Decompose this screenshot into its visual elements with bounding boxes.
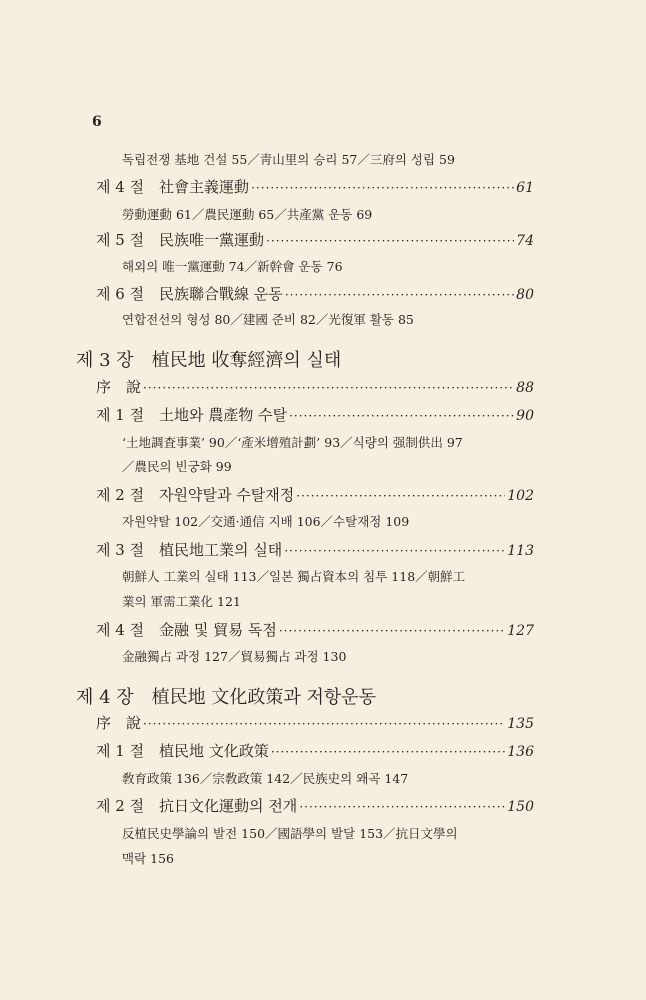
leader-dots <box>143 381 514 395</box>
toc-section-row <box>96 712 534 733</box>
toc-section-label: 제 4 절 社會主義運動 <box>96 178 250 196</box>
toc-section-row <box>96 283 534 304</box>
toc-page-number: 150 <box>507 799 534 815</box>
toc-subline: 金融獨占 과정 127／貿易獨占 과정 130 <box>122 649 347 664</box>
toc-page-number: 102 <box>507 488 534 504</box>
toc-subline: 해외의 唯一黨運動 74／新幹會 운동 76 <box>122 259 343 274</box>
toc-page-number: 135 <box>507 716 534 732</box>
toc-section-label: 제 6 절 民族聯合戰線 운동 <box>96 285 283 303</box>
toc-section-label: 제 4 절 金融 및 貿易 독점 <box>96 621 277 639</box>
toc-page-number: 88 <box>516 380 534 396</box>
toc-section-row <box>96 229 534 250</box>
chapter-heading: 제 3 장 植民地 收奪經濟의 실태 <box>76 350 342 371</box>
toc-page-number: 136 <box>507 744 534 760</box>
leader-dots <box>285 288 514 302</box>
toc-section-label: 序 說 <box>96 714 142 732</box>
toc-subline: 敎育政策 136／宗敎政策 142／民族史의 왜곡 147 <box>122 771 409 786</box>
toc-section-row <box>96 539 534 560</box>
leader-dots <box>271 745 505 759</box>
toc-subline: 자원약탈 102／交通·通信 지배 106／수탈재정 109 <box>122 514 410 529</box>
toc-subline: 反植民史學論의 발전 150／國語學의 발달 153／抗日文學의 <box>122 826 458 841</box>
toc-section-label: 序 說 <box>96 378 142 396</box>
leader-dots <box>289 409 514 423</box>
toc-page-number: 74 <box>516 233 534 249</box>
toc-page-number: 61 <box>516 180 534 196</box>
leader-dots <box>266 234 514 248</box>
toc-subline: 독립전쟁 基地 건설 55／靑山里의 승리 57／三府의 성립 59 <box>122 152 455 167</box>
toc-page-number: 113 <box>507 543 534 559</box>
toc-page-number: 127 <box>507 623 534 639</box>
toc-section-row <box>96 484 534 505</box>
chapter-heading: 제 4 장 植民地 文化政策과 저항운동 <box>76 687 377 708</box>
leader-dots <box>143 717 505 731</box>
toc-section-label: 제 5 절 民族唯一黨運動 <box>96 231 265 249</box>
toc-section-label: 제 1 절 土地와 農產物 수탈 <box>96 406 288 424</box>
leader-dots <box>251 181 514 195</box>
page-number: 6 <box>92 114 102 130</box>
toc-section-row <box>96 619 534 640</box>
toc-page-number: 90 <box>516 408 534 424</box>
toc-subline: ／農民의 빈궁화 99 <box>122 459 232 474</box>
toc-section-label: 제 3 절 植民地工業의 실태 <box>96 541 283 559</box>
toc-section-row <box>96 376 534 397</box>
leader-dots <box>284 544 505 558</box>
toc-section-row <box>96 404 534 425</box>
toc-subline: 業의 軍需工業化 121 <box>122 594 241 609</box>
toc-subline: 朝鮮人 工業의 실태 113／일본 獨占資本의 침투 118／朝鮮工 <box>122 569 466 584</box>
toc-section-row <box>96 176 534 197</box>
toc-subline: 연합전선의 형성 80／建國 준비 82／光復軍 활동 85 <box>122 312 414 327</box>
toc-subline: 勞動運動 61／農民運動 65／共產黨 운동 69 <box>122 207 373 222</box>
toc-section-row <box>96 740 534 761</box>
toc-section-label: 제 1 절 植民地 文化政策 <box>96 742 269 760</box>
toc-page-number: 80 <box>516 287 534 303</box>
toc-subline: ‘土地調査事業’ 90／‘產米增殖計劃’ 93／식량의 强制供出 97 <box>122 435 463 450</box>
toc-section-label: 제 2 절 자원약탈과 수탈재정 <box>96 486 295 504</box>
leader-dots <box>299 800 505 814</box>
toc-section-row <box>96 795 534 816</box>
leader-dots <box>279 624 505 638</box>
toc-section-label: 제 2 절 抗日文化運動의 전개 <box>96 797 298 815</box>
leader-dots <box>296 489 505 503</box>
toc-subline: 맥락 156 <box>122 851 174 866</box>
